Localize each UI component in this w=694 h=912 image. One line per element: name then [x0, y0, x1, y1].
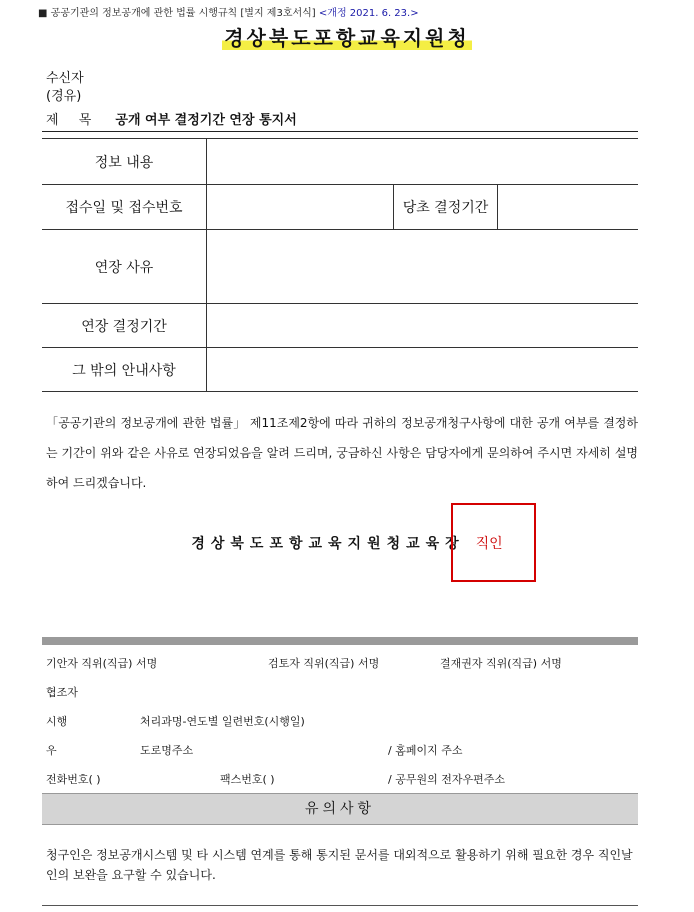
drafter-label: 기안자 직위(직급) 서명: [46, 657, 158, 670]
other-info-field[interactable]: [207, 348, 639, 392]
issuer-line: [0, 533, 694, 553]
approver-label: 결재권자 직위(직급) 서명: [440, 657, 562, 670]
phone-label: 전화번호( ): [46, 773, 101, 786]
recipient-block: [46, 70, 84, 106]
divider: [42, 131, 638, 132]
via-label: (경유): [46, 89, 82, 104]
cooperator-label: 협조자: [46, 686, 78, 699]
seal-text: 직인: [475, 536, 503, 552]
reviewer-label: 검토자 직위(직급) 서명: [268, 657, 380, 670]
execution-value: 처리과명-연도별 일련번호(시행일): [140, 715, 305, 728]
original-period-field[interactable]: [498, 185, 639, 230]
subject-line: [46, 109, 297, 128]
notice-text: 청구인은 정보공개시스템 및 타 시스템 연계를 통해 통지된 문서를 대외적으로 활용하기 위해 필요한 경우 직인날인의 보완을 요구할 수 있습니다.: [46, 848, 633, 882]
extension-reason-label: 연장 사유: [42, 230, 207, 304]
original-period-label: 당초 결정기간: [394, 185, 498, 230]
seal-box: [451, 503, 536, 582]
extension-reason-field[interactable]: [207, 230, 639, 304]
execution-label: 시행: [46, 715, 68, 728]
subject-label: 제 목: [46, 113, 100, 128]
revision-date: <개정 2021. 6. 23.>: [318, 8, 419, 19]
email-label: / 공무원의 전자우편주소: [388, 773, 505, 786]
homepage-label: / 홈페이지 주소: [388, 744, 463, 757]
extended-period-field[interactable]: [207, 304, 639, 348]
subject-value: 공개 여부 결정기간 연장 통지서: [115, 113, 297, 128]
form-reference-note: [38, 4, 419, 19]
extended-period-label: 연장 결정기간: [42, 304, 207, 348]
page-title: 경상북도포항교육지원청: [224, 26, 470, 50]
receipt-field[interactable]: [207, 185, 394, 230]
notice-form-table: [42, 138, 638, 392]
notice-heading: 유의사항: [42, 793, 638, 825]
postal-label: 우: [46, 744, 57, 757]
receipt-label: 접수일 및 접수번호: [42, 185, 207, 230]
info-content-label: 정보 내용: [42, 139, 207, 185]
bottom-divider: [42, 905, 638, 906]
issuer-name: 경상북도포항교육지원청교육장: [191, 536, 465, 552]
other-info-label: 그 밖의 안내사항: [42, 348, 207, 392]
form-note-text: ■ 공공기관의 정보공개에 관한 법률 시행규칙 [별지 제3호서식]: [38, 8, 316, 19]
road-address-label: 도로명주소: [140, 744, 194, 757]
fax-label: 팩스번호( ): [220, 773, 275, 786]
recipient-label: 수신자: [46, 71, 84, 86]
notice-body-text: 「공공기관의 정보공개에 관한 법률」 제11조제2항에 따라 귀하의 정보공개청구사항에 대한 공개 여부를 결정하는 기간이 위와 같은 사유로 연장되었음을 알려 드리며, 궁금하신 사항은 담당자에게 문의하여 주시면 자세히 설명하여 드리겠습니다.: [46, 416, 638, 490]
approval-divider-band: [42, 637, 638, 645]
info-content-field[interactable]: [207, 139, 639, 185]
